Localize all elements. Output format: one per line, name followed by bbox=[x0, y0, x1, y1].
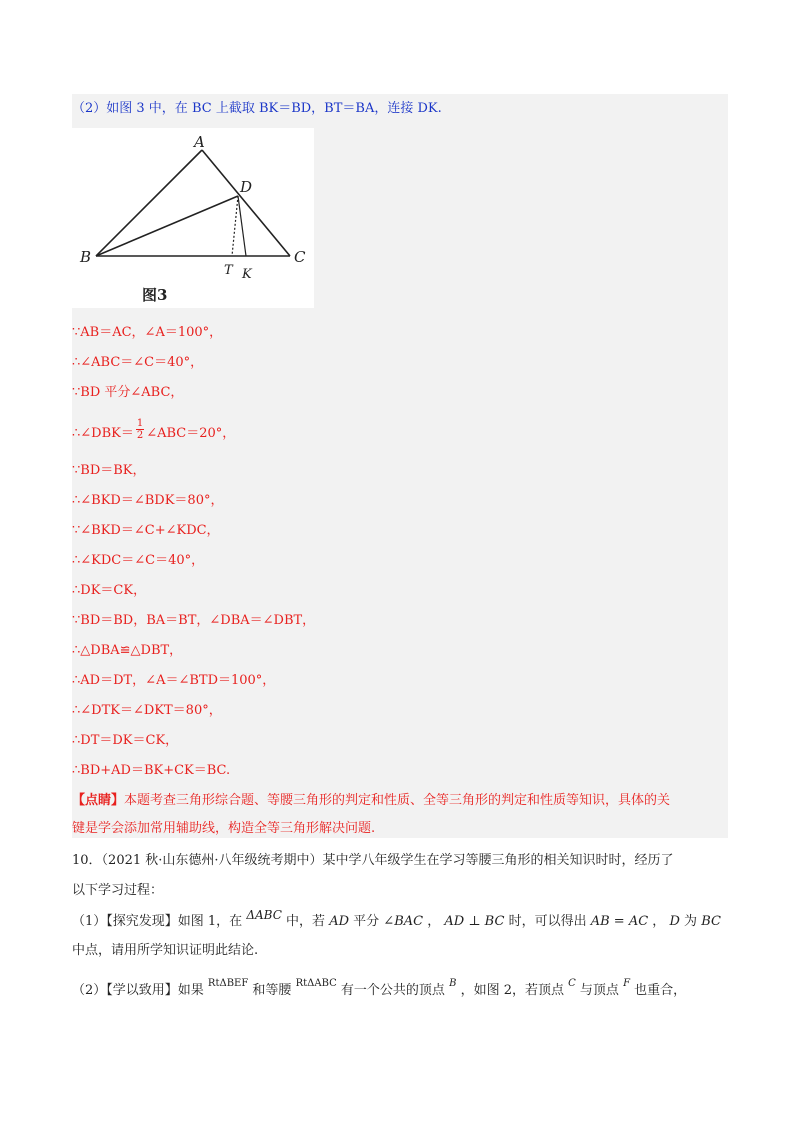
proof-line-14: ∴DT＝DK＝CK， bbox=[72, 733, 179, 748]
q10-part1-line1 bbox=[72, 908, 721, 931]
segment-bd bbox=[96, 196, 238, 256]
proof-line-3: ∵BD 平分∠ABC， bbox=[72, 385, 184, 400]
q10-p2-text-f: 也重合， bbox=[634, 983, 687, 998]
q10-part1-line2: 中点，请用所学知识证明此结论. bbox=[72, 943, 259, 958]
proof-line-5: ∵BD＝BK， bbox=[72, 463, 146, 478]
proof-line-11: ∴△DBA≌△DBT， bbox=[72, 643, 183, 658]
q10-p1-bac: ∠BAC bbox=[383, 914, 424, 929]
q10-p1-dvar: D bbox=[669, 914, 680, 929]
segment-dt bbox=[232, 196, 238, 256]
label-b: B bbox=[80, 248, 92, 266]
side-ab bbox=[96, 150, 202, 256]
proof-line-9: ∴DK＝CK， bbox=[72, 583, 147, 598]
figure-caption: 图3 bbox=[142, 286, 168, 304]
part2-intro: （2）如图 3 中，在 BC 上截取 BK＝BD，BT＝BA，连接 DK. bbox=[72, 101, 442, 116]
label-c: C bbox=[294, 248, 306, 266]
fraction-half bbox=[136, 418, 144, 441]
q10-p2-fvar: F bbox=[623, 978, 631, 989]
q10-p1-text-a: （1）【探究发现】如图 1，在 bbox=[72, 914, 243, 929]
comment-line-2: 键是学会添加常用辅助线，构造全等三角形解决问题. bbox=[72, 821, 376, 836]
q10-p1-text-c: 平分 bbox=[353, 914, 380, 929]
proof-line-1: ∵AB＝AC，∠A＝100°， bbox=[72, 325, 223, 340]
q10-p1-ad: AD bbox=[329, 914, 349, 929]
label-k: K bbox=[242, 267, 252, 282]
q10-p2-bef: RtΔBEF bbox=[207, 978, 249, 989]
q10-p1-text-f: ， bbox=[652, 914, 666, 929]
q10-p1-bc: BC bbox=[701, 914, 721, 929]
q10-line-1: 10．（2021 秋·山东德州·八年级统考期中）某中学八年级学生在学习等腰三角形的相关知识时时，经历了 bbox=[72, 853, 674, 868]
triangle-diagram bbox=[72, 128, 314, 308]
fraction-prefix: ∴∠DBK＝ bbox=[72, 426, 134, 441]
q10-p1-perp: AD ⊥ BC bbox=[444, 914, 505, 929]
q10-p2-text-e: 与顶点 bbox=[579, 983, 619, 998]
fraction-suffix: ∠ABC＝20°， bbox=[146, 426, 236, 441]
fraction-denominator: 2 bbox=[136, 430, 144, 441]
q10-p2-cvar: C bbox=[568, 978, 576, 989]
label-t: T bbox=[224, 263, 233, 278]
q10-p1-text-b: 中，若 bbox=[286, 914, 326, 929]
comment-line-1 bbox=[72, 792, 670, 810]
q10-p1-text-g: 为 bbox=[684, 914, 698, 929]
proof-line-10: ∵BD＝BD，BA＝BT，∠DBA＝∠DBT， bbox=[72, 613, 316, 628]
q10-p1-text-d: ， bbox=[427, 914, 441, 929]
proof-line-7: ∵∠BKD＝∠C+∠KDC， bbox=[72, 523, 220, 538]
comment-tag: 【点睛】 bbox=[72, 793, 125, 808]
proof-line-8: ∴∠KDC＝∠C＝40°， bbox=[72, 553, 205, 568]
q10-part2-line1 bbox=[72, 978, 687, 1001]
proof-line-15: ∴BD+AD＝BK+CK＝BC. bbox=[72, 763, 231, 778]
label-d: D bbox=[240, 178, 253, 196]
q10-p2-text-b: 和等腰 bbox=[252, 983, 292, 998]
q10-p2-text-a: （2）【学以致用】如果 bbox=[72, 983, 204, 998]
q10-line-2: 以下学习过程： bbox=[72, 883, 164, 898]
fraction-numerator: 1 bbox=[136, 418, 144, 429]
q10-p2-text-c: 有一个公共的顶点 bbox=[340, 983, 445, 998]
q10-p2-abc: RtΔABC bbox=[295, 978, 337, 989]
label-a: A bbox=[194, 133, 205, 151]
proof-line-13: ∴∠DTK＝∠DKT＝80°， bbox=[72, 703, 222, 718]
q10-p2-text-d: ，如图 2，若顶点 bbox=[460, 983, 564, 998]
side-ac bbox=[202, 150, 290, 256]
q10-p1-eq: AB = AC bbox=[590, 914, 649, 929]
q10-p1-text-e: 时，可以得出 bbox=[508, 914, 587, 929]
segment-dk bbox=[238, 196, 246, 256]
q10-p2-bvar: B bbox=[449, 978, 457, 989]
proof-line-12: ∴AD＝DT，∠A＝∠BTD＝100°， bbox=[72, 673, 276, 688]
proof-line-6: ∴∠BKD＝∠BDK＝80°， bbox=[72, 493, 224, 508]
figure-3 bbox=[72, 128, 314, 308]
comment-text-1: 本题考查三角形综合题、等腰三角形的判定和性质、全等三角形的判定和性质等知识，具体的关 bbox=[124, 793, 671, 808]
proof-line-fraction bbox=[72, 418, 236, 445]
q10-p1-abc: ΔABC bbox=[246, 908, 282, 922]
proof-line-2: ∴∠ABC＝∠C＝40°， bbox=[72, 355, 204, 370]
